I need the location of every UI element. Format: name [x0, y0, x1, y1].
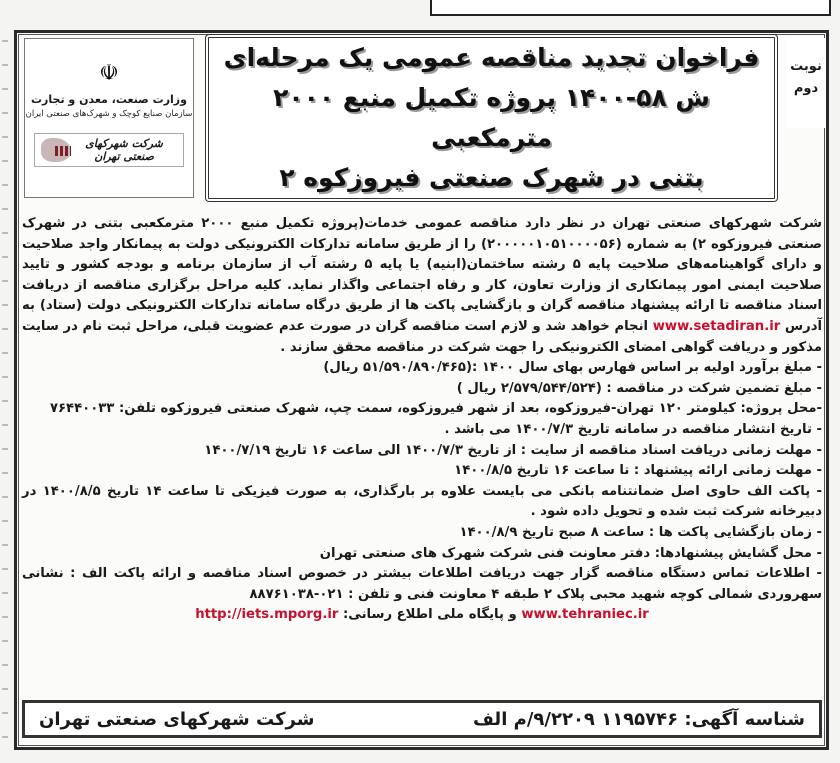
portal-text: و پایگاه ملی اطلاع رسانی:: [342, 607, 517, 623]
list-item-estimate: - مبلغ برآورد اولیه بر اساس فهارس بهای سال ۱۴۰۰ :(۵۱/۵۹۰/۸۹۰/۴۶۵ ریال): [323, 360, 822, 376]
list-item-publish-date: - تاریخ انتشار مناقصه در سامانه تاریخ ۱۴۰۰/۷/۳ می باشد .: [444, 421, 822, 437]
round-label-line-2: دوم: [793, 81, 819, 96]
previous-ad-border: [430, 0, 831, 16]
footer-organization: شرکت شهرکهای صنعتی تهران: [39, 708, 315, 730]
list-item-envelope-a: - پاکت الف حاوی اصل ضمانتنامه بانکی می بایست علاوه بر بارگذاری، به صورت فیزیکی تا ساعت ۱۴ تاریخ ۱۴۰۰/۸/۵ در دبیرخانه شرکت ثبت شده و تحویل داده شود .: [22, 483, 823, 520]
ad-body: [22, 214, 822, 626]
round-label: [786, 38, 826, 128]
list-item-contact: - اطلاعات تماس دستگاه مناقصه گزار جهت دریافت اطلاعات بیشتر در خصوص اسناد مناقصه و ارائه پاکت الف : نشانی سهروردی شمالی کوچه شهید محبی پلاک ۲ طبقه ۴ معاونت فنی و تلفن : ۰۲۱-۸۸۷۶۱۰۳۸: [22, 566, 822, 602]
logo-panel: [24, 38, 194, 198]
links-line: [22, 605, 822, 626]
company-website-link[interactable]: www.tehraniec.ir: [521, 607, 649, 623]
intro-paragraph: [22, 214, 822, 358]
list-item-location: -محل پروژه: کیلومتر ۱۲۰ تهران-فیروزکوه، بعد از شهر فیروزکوه، سمت چپ، شهرک صنعتی فیروزکوه تلفن: ۷۶۴۴۰۰۳۳: [49, 401, 822, 417]
setad-link[interactable]: www.setadiran.ir: [652, 318, 781, 334]
iran-emblem-icon: ☫: [99, 61, 119, 86]
list-item-document-deadline: - مهلت زمانی دریافت اسناد مناقصه از سایت : از تاریخ ۱۴۰۰/۷/۳ الی ساعت ۱۶ تاریخ ۱۴۰۰/۷/۱۹: [204, 442, 822, 458]
company-script-name: شرکت شهرکهای صنعتی تهران: [85, 137, 163, 163]
page-edge-marks: [2, 40, 8, 740]
list-item-offer-deadline: - مهلت زمانی ارائه پیشنهاد : تا ساعت ۱۶ تاریخ ۱۴۰۰/۸/۵: [454, 463, 822, 479]
intro-text: شرکت شهرکهای صنعتی تهران در نظر دارد مناقصه عمومی خدمات(پروژه تکمیل منبع ۲۰۰۰ مترمکعبی بتنی در شهرک صنعتی فیروزکوه ۲) به شماره (۲۰۰۰۰۰۱۰۵۱۰۰۰۰۵۶) را از طریق سامانه تدارکات الکترونیکی دولت به پیمانکار واجد صلاحیت و دارای گواهینامه‌های صلاحیت پایه ۵ رشته ساختمان(ابنیه) یا پایه ۵ رشته آب از سازمان برنامه و بودجه کشور و تایید صلاحیت ایمنی امور پیمانکاری از وزارت تعاون، کار و رفاه اجتماعی واگذار نماید. کلیه مراحل برگزاری مناقصه از دریافت اسناد مناقصه تا ارائه پیشنهاد مناقصه گران و بازگشایی پاکت ها از طریق درگاه سامانه تدارکات الکترونیکی دولت (ستاد) به آدرس: [22, 216, 822, 334]
organization-name: سازمان صنایع کوچک و شهرک‌های صنعتی ایران: [25, 109, 193, 119]
title-line-3: بتنی در شهرک صنعتی فیروزکوه ۲: [279, 163, 704, 192]
title-line-2: ش ۵۸-۱۴۰۰ پروژه تکمیل منبع ۲۰۰۰ مترمکعبی: [273, 83, 710, 152]
list-item-guarantee: - مبلغ تضمین شرکت در مناقصه : (۲/۵۷۹/۵۴۴/۵۲۴ ریال ): [456, 380, 822, 396]
intro-text-end: انجام خواهد شد و لازم است مناقصه گران در صورت عدم عضویت قبلی، مراحل ثبت نام در سایت مذکور و دریافت گواهی امضای الکترونیکی را جهت شرکت در مناقصه محقق سازند .: [22, 318, 822, 355]
title-line-1: فراخوان تجدید مناقصه عمومی یک مرحله‌ای: [223, 43, 760, 72]
ad-title: [209, 38, 774, 198]
list-item-opening-place: - محل گشایش پیشنهادها: دفتر معاونت فنی شرکت شهرک های صنعتی تهران: [319, 545, 822, 561]
title-box: [205, 34, 778, 202]
round-label-line-1: نوبت: [790, 59, 822, 74]
ministry-name: وزارت صنعت، معدن و تجارت: [31, 93, 187, 106]
company-logo: [34, 133, 184, 167]
ad-footer: [22, 700, 822, 738]
list-item-opening-time: - زمان بازگشایی پاکت ها : ساعت ۸ صبح تاریخ ۱۴۰۰/۸/۹: [459, 524, 822, 540]
iets-portal-link[interactable]: http://iets.mporg.ir: [195, 607, 339, 623]
ad-identifier: شناسه آگهی: ۱۱۹۵۷۴۶ ۹/۲۲۰۹/م الف: [473, 708, 805, 730]
iran-map-icon: [41, 138, 71, 162]
